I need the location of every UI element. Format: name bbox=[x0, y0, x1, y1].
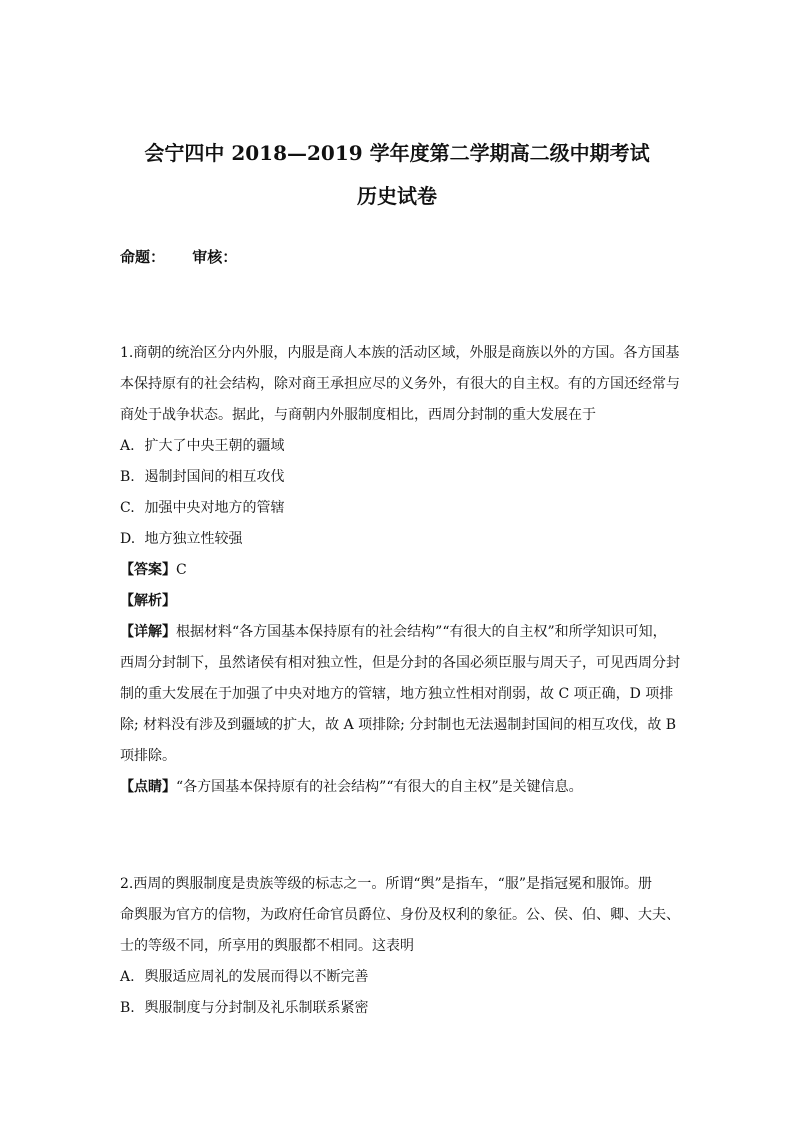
option-a bbox=[120, 962, 680, 993]
option-letter: A. bbox=[120, 438, 135, 454]
option-a bbox=[120, 431, 680, 462]
option-c bbox=[120, 493, 680, 524]
option-d bbox=[120, 524, 680, 555]
question-stem-line: 本保持原有的社会结构，除对商王承担应尽的义务外，有很大的自主权。有的方国还经常与 bbox=[120, 376, 680, 392]
tip-text: “各方国基本保持原有的社会结构”“有很大的自主权”是关键信息。 bbox=[176, 779, 583, 795]
proposer-label: 命题： bbox=[120, 248, 166, 266]
option-letter: A. bbox=[120, 969, 135, 985]
answer-tag: 【答案】 bbox=[120, 562, 176, 578]
option-text: 舆服适应周礼的发展而得以不断完善 bbox=[144, 969, 369, 985]
option-letter: B. bbox=[120, 469, 135, 485]
option-text: 扩大了中央王朝的疆域 bbox=[144, 438, 285, 454]
question-2 bbox=[120, 869, 680, 1024]
question-stem-line: 命舆服为官方的信物，为政府任命官员爵位、身份及权利的象征。公、侯、伯、卿、大夫、 bbox=[120, 907, 680, 923]
option-text: 遏制封国间的相互攻伐 bbox=[144, 469, 285, 485]
question-stem-line: 商处于战争状态。据此，与商朝内外服制度相比，西周分封制的重大发展在于 bbox=[120, 407, 596, 423]
detail-tag: 【详解】 bbox=[120, 624, 176, 640]
question-stem-line: 2.西周的舆服制度是贵族等级的标志之一。所谓“舆”是指车，“服”是指冠冕和服饰。册 bbox=[120, 876, 652, 892]
option-letter: B. bbox=[120, 1000, 135, 1016]
detail-line bbox=[120, 617, 680, 648]
answer-line bbox=[120, 555, 680, 586]
reviewer-label: 审核： bbox=[192, 248, 238, 266]
detail-text: 根据材料“各方国基本保持原有的社会结构”“有很大的自主权”和所学知识可知， bbox=[176, 624, 667, 640]
detail-line: 西周分封制下，虽然诸侯有相对独立性，但是分封的各国必须臣服与周天子，可见西周分封 bbox=[120, 655, 680, 671]
exam-subtitle: 历史试卷 bbox=[357, 184, 437, 208]
option-b bbox=[120, 993, 680, 1024]
exam-meta bbox=[120, 246, 259, 267]
tip-line bbox=[120, 772, 680, 803]
detail-line: 制的重大发展在于加强了中央对地方的管辖，地方独立性相对削弱，故 C 项正确，D 项排 bbox=[120, 686, 674, 702]
option-text: 地方独立性较强 bbox=[144, 531, 243, 547]
option-text: 舆服制度与分封制及礼乐制联系紧密 bbox=[144, 1000, 369, 1016]
option-b bbox=[120, 462, 680, 493]
answer-value: C bbox=[176, 562, 187, 578]
option-letter: D. bbox=[120, 531, 136, 547]
detail-line: 项排除。 bbox=[120, 748, 176, 764]
question-1 bbox=[120, 338, 680, 803]
option-letter: C. bbox=[120, 500, 135, 516]
analysis-tag: 【解析】 bbox=[120, 593, 176, 609]
exam-title: 会宁四中 2018—2019 学年度第二学期高二级中期考试 bbox=[144, 141, 650, 165]
tip-tag: 【点睛】 bbox=[120, 779, 176, 795]
analysis-line bbox=[120, 586, 680, 617]
option-text: 加强中央对地方的管辖 bbox=[144, 500, 285, 516]
question-stem-line: 士的等级不同，所享用的舆服都不相同。这表明 bbox=[120, 938, 414, 954]
question-stem-line: 1.商朝的统治区分内外服，内服是商人本族的活动区域，外服是商族以外的方国。各方国基 bbox=[120, 345, 680, 361]
detail-line: 除; 材料没有涉及到疆域的扩大，故 A 项排除; 分封制也无法遏制封国间的相互攻伐，故 B bbox=[120, 717, 677, 733]
